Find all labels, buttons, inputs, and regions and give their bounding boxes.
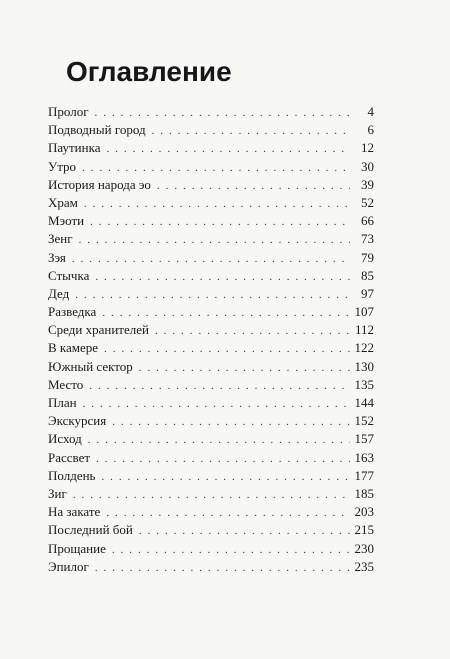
toc-entry-page-number: 130: [354, 358, 374, 374]
toc-entry-page-number: 30: [361, 158, 374, 174]
toc-entry: [48, 558, 374, 576]
toc-entry-page-number: 135: [354, 376, 374, 392]
dot-leader: [73, 486, 350, 504]
dot-leader: [112, 541, 350, 559]
dot-leader: [79, 231, 350, 249]
dot-leader: [101, 468, 350, 486]
toc-entry-title: Паутинка: [48, 140, 101, 156]
dot-leader: [83, 395, 350, 413]
toc-entry-title: Храм: [48, 194, 78, 210]
dot-leader: [95, 104, 350, 122]
toc-entry-page-number: 122: [354, 340, 374, 356]
toc-entry: [48, 449, 374, 467]
dot-leader: [106, 504, 350, 522]
toc-entry-title: Стычка: [48, 267, 90, 283]
toc-entry-page-number: 97: [361, 285, 374, 301]
toc-entry: [48, 430, 374, 448]
toc-entry: [48, 103, 374, 121]
toc-entry: [48, 521, 374, 539]
toc-entry-page-number: 203: [354, 504, 374, 520]
toc-entry-title: На закате: [48, 504, 101, 520]
toc-entry-title: Рассвет: [48, 449, 91, 465]
toc-entry-title: Полдень: [48, 467, 96, 483]
dot-leader: [155, 322, 350, 340]
toc-entry-page-number: 66: [361, 213, 374, 229]
toc-entry-title: История народа эо: [48, 176, 151, 192]
dot-leader: [84, 195, 350, 213]
toc-entry-page-number: 230: [354, 540, 374, 556]
toc-entry-page-number: 152: [354, 413, 374, 429]
toc-entry-title: Экскурсия: [48, 413, 107, 429]
toc-entry-title: Зиг: [48, 485, 67, 501]
toc-entry-title: Пролог: [48, 104, 89, 119]
toc-entry: [48, 194, 374, 212]
toc-entry-page-number: 73: [361, 231, 374, 247]
toc-entry-title: Эпилог: [48, 558, 89, 574]
toc-entry-title: Мэоти: [48, 213, 85, 229]
toc-entry-page-number: 112: [354, 322, 374, 338]
toc-entry-title: Разведка: [48, 304, 97, 320]
dot-leader: [106, 140, 350, 158]
toc-entry-title: В камере: [48, 340, 99, 356]
toc-entry-page-number: 157: [354, 431, 374, 447]
toc-entry: [48, 485, 374, 503]
toc-entry-title: Зенг: [48, 231, 73, 247]
toc-entry: [48, 394, 374, 412]
toc-entry-page-number: 12: [361, 140, 374, 156]
toc-list: [48, 103, 374, 576]
toc-entry: [48, 285, 374, 303]
toc-entry-page-number: 177: [354, 467, 374, 483]
dot-leader: [104, 340, 350, 358]
toc-entry-page-number: 163: [354, 449, 374, 465]
toc-entry-title: Утро: [48, 158, 77, 174]
toc-entry: [48, 467, 374, 485]
dot-leader: [95, 268, 350, 286]
dot-leader: [95, 559, 350, 577]
dot-leader: [139, 522, 350, 540]
toc-entry-title: Исход: [48, 431, 82, 447]
toc-entry-page-number: 4: [367, 104, 374, 119]
toc-entry-title: Дед: [48, 285, 70, 301]
toc-entry-title: Среди хранителей: [48, 322, 149, 338]
toc-entry-page-number: 6: [367, 122, 374, 138]
toc-entry-title: Южный сектор: [48, 358, 133, 374]
toc-entry-title: Последний бой: [48, 522, 133, 538]
toc-entry-page-number: 185: [354, 485, 374, 501]
toc-entry: [48, 176, 374, 194]
toc-entry-page-number: 235: [354, 558, 374, 574]
toc-entry-title: План: [48, 395, 77, 410]
toc-entry-title: Подводный город: [48, 122, 146, 138]
dot-leader: [75, 286, 350, 304]
toc-entry: [48, 358, 374, 376]
dot-leader: [72, 250, 350, 268]
toc-entry: [48, 339, 374, 357]
toc-entry: [48, 321, 374, 339]
toc-entry-title: Место: [48, 376, 84, 392]
toc-entry: [48, 267, 374, 285]
toc-entry-page-number: 39: [361, 176, 374, 192]
toc-entry: [48, 376, 374, 394]
dot-leader: [89, 377, 350, 395]
toc-entry-page-number: 215: [354, 522, 374, 538]
toc-entry: [48, 139, 374, 157]
dot-leader: [112, 413, 350, 431]
dot-leader: [139, 359, 350, 377]
toc-entry: [48, 212, 374, 230]
dot-leader: [82, 159, 350, 177]
toc-entry-page-number: 107: [354, 304, 374, 320]
toc-entry-title: Прощание: [48, 540, 106, 556]
toc-entry: [48, 412, 374, 430]
toc-entry-page-number: 85: [361, 267, 374, 283]
toc-entry-page-number: 52: [361, 194, 374, 210]
toc-entry: [48, 249, 374, 267]
dot-leader: [96, 450, 350, 468]
toc-entry: [48, 230, 374, 248]
toc-entry: [48, 121, 374, 139]
toc-entry: [48, 540, 374, 558]
toc-entry: [48, 158, 374, 176]
dot-leader: [102, 304, 350, 322]
dot-leader: [152, 122, 350, 140]
toc-entry: [48, 303, 374, 321]
dot-leader: [157, 177, 350, 195]
dot-leader: [90, 213, 350, 231]
page-title: Оглавление: [66, 56, 232, 87]
toc-entry-page-number: 79: [361, 249, 374, 265]
toc-entry-title: Зэя: [48, 249, 66, 265]
toc-entry: [48, 503, 374, 521]
toc-entry-page-number: 144: [354, 395, 374, 410]
dot-leader: [88, 431, 350, 449]
